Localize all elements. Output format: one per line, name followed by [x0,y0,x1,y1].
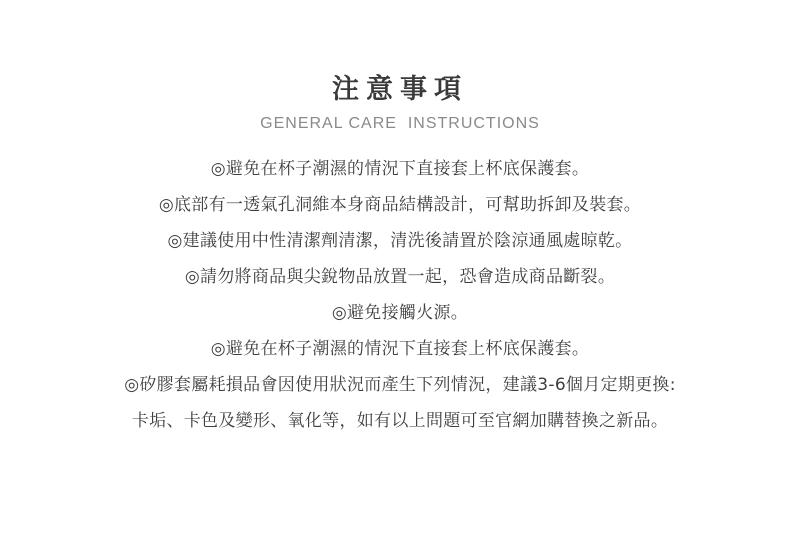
instruction-line-7: ◎矽膠套屬耗損品會因使用狀況而產生下列情況，建議3-6個月定期更換: [124,375,676,395]
page-subtitle: GENERAL CARE INSTRUCTIONS [260,115,540,132]
instruction-line-6: ◎避免在杯子潮濕的情況下直接套上杯底保護套。 [210,339,590,359]
instruction-line-8: 卡垢、卡色及變形、氧化等，如有以上問題可至官網加購替換之新品。 [131,411,669,431]
instruction-line-4: ◎請勿將商品與尖銳物品放置一起，恐會造成商品斷裂。 [184,267,616,287]
instruction-list [0,151,800,439]
instruction-line-3: ◎建議使用中性清潔劑清潔，清洗後請置於陰涼通風處晾乾。 [167,231,633,251]
instruction-line-5: ◎避免接觸火源。 [331,303,469,323]
instruction-line-2: ◎底部有一透氣孔洞維本身商品結構設計，可幫助拆卸及裝套。 [158,195,642,215]
page-title: 注意事項 [332,74,468,106]
instruction-line-1: ◎避免在杯子潮濕的情況下直接套上杯底保護套。 [210,159,590,179]
